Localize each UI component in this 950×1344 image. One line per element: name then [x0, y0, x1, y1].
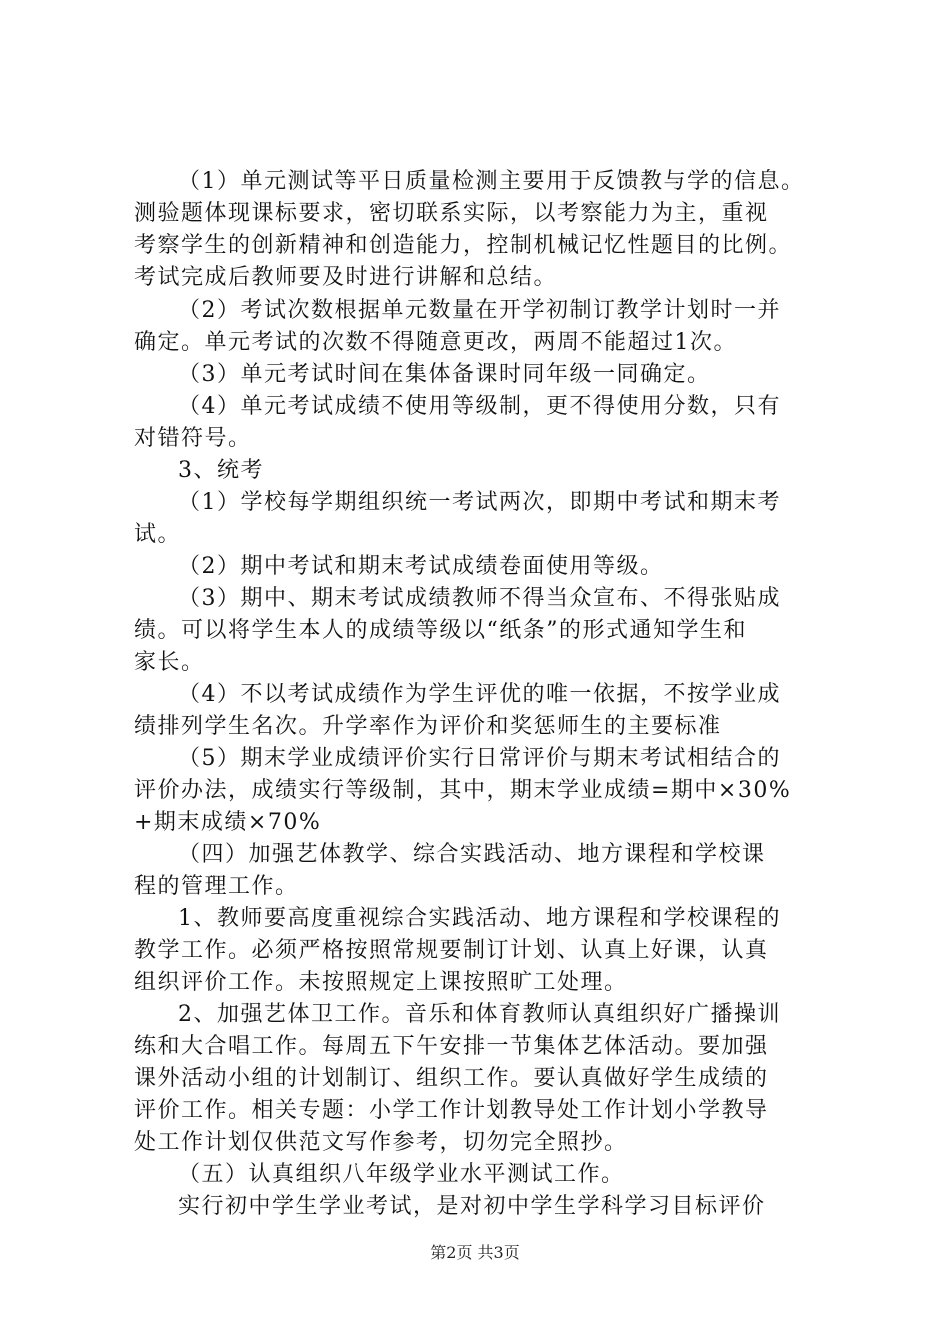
- section-heading: 3、统考: [178, 458, 264, 483]
- text-line: （4）单元考试成绩不使用等级制，更不得使用分数，只有: [178, 394, 781, 419]
- text-line: （4）不以考试成绩作为学生评优的唯一依据，不按学业成: [178, 682, 781, 707]
- text-line: （2）考试次数根据单元数量在开学初制订教学计划时一并: [178, 298, 781, 323]
- text-line: 练和大合唱工作。每周五下午安排一节集体艺体活动。要加强: [134, 1034, 769, 1059]
- text-line: 处工作计划仅供范文写作参考，切勿完全照抄。: [134, 1130, 628, 1155]
- text-line: 评价工作。相关专题：小学工作计划教导处工作计划小学教导: [134, 1098, 769, 1123]
- text-line: 教学工作。必须严格按照常规要制订计划、认真上好课，认真: [134, 938, 769, 963]
- text-line: （1）单元测试等平日质量检测主要用于反馈教与学的信息。: [178, 169, 805, 194]
- text-line: （3）期中、期末考试成绩教师不得当众宣布、不得张贴成: [178, 586, 781, 611]
- text-line: 确定。单元考试的次数不得随意更改，两周不能超过1次。: [134, 330, 737, 355]
- text-line: 1、教师要高度重视综合实践活动、地方课程和学校课程的: [178, 906, 781, 931]
- text-line: 测验题体现课标要求，密切联系实际，以考察能力为主，重视: [134, 201, 769, 226]
- text-line: 组织评价工作。未按照规定上课按照旷工处理。: [134, 970, 628, 995]
- text-line: 考察学生的创新精神和创造能力，控制机械记忆性题目的比例。: [134, 233, 793, 258]
- text-line: 程的管理工作。: [134, 874, 299, 899]
- text-line: （1）学校每学期组织统一考试两次，即期中考试和期末考: [178, 490, 781, 515]
- text-line: （2）期中考试和期末考试成绩卷面使用等级。: [178, 554, 664, 579]
- text-line: 考试完成后教师要及时进行讲解和总结。: [134, 265, 558, 290]
- text-line: 试。: [134, 522, 182, 547]
- page-number-footer: 第2页 共3页: [430, 1243, 520, 1262]
- section-heading: （四）加强艺体教学、综合实践活动、地方课程和学校课: [178, 842, 766, 867]
- text-line: （5）期末学业成绩评价实行日常评价与期末考试相结合的: [178, 746, 781, 771]
- text-line: +期末成绩×70%: [134, 810, 322, 835]
- text-line: 实行初中学生学业考试，是对初中学生学科学习目标评价: [178, 1194, 766, 1219]
- text-line: 家长。: [134, 650, 205, 675]
- section-heading: （五）认真组织八年级学业水平测试工作。: [178, 1162, 625, 1187]
- text-line: 评价办法，成绩实行等级制，其中，期末学业成绩=期中×30%: [134, 778, 792, 803]
- text-line: （3）单元考试时间在集体备课时同年级一同确定。: [178, 362, 711, 387]
- text-line: 2、加强艺体卫工作。音乐和体育教师认真组织好广播操训: [178, 1002, 781, 1027]
- text-line: 对错符号。: [134, 426, 252, 451]
- text-line: 绩。可以将学生本人的成绩等级以“纸条”的形式通知学生和: [134, 618, 747, 643]
- text-line: 课外活动小组的计划制订、组织工作。要认真做好学生成绩的: [134, 1066, 769, 1091]
- text-line: 绩排列学生名次。升学率作为评价和奖惩师生的主要标准: [134, 714, 722, 739]
